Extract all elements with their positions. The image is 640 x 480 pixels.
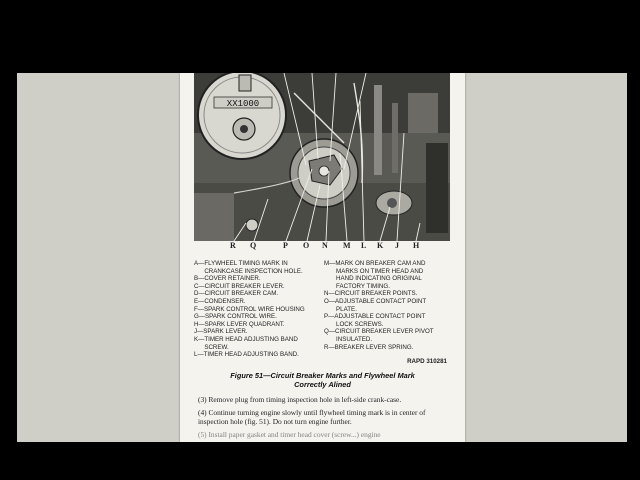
- caption-line-1: Figure 51—Circuit Breaker Marks and Flywheel Mark: [230, 371, 415, 380]
- legend-item-d: D—CIRCUIT BREAKER CAM.: [194, 290, 279, 298]
- paragraph-5: (5) Install paper gasket and timer head cover (screw...) engine: [198, 429, 381, 439]
- figure-ref-number: RAPD 310281: [407, 358, 447, 365]
- callout-o: O: [303, 241, 310, 250]
- legend-left-column: [194, 260, 326, 359]
- body-text: [198, 395, 450, 442]
- paragraph-4: (4) Continue turning engine slowly until flywheel timing mark is in center of inspection hole (fig. 51). Do not turn engine further.: [198, 407, 426, 427]
- callout-q: Q: [250, 241, 257, 250]
- callout-m: M: [343, 241, 351, 250]
- callout-n: N: [322, 241, 328, 250]
- callout-j: J: [395, 241, 399, 250]
- figure-photo: [194, 73, 450, 241]
- callout-r: R: [230, 241, 236, 250]
- document-page: [180, 73, 465, 442]
- legend-item-b: B—COVER RETAINER.: [194, 275, 261, 283]
- callout-h: H: [413, 241, 420, 250]
- legend-item-m: M—MARK ON BREAKER CAM AND MARKS ON TIMER HEAD AND HAND INDICATING ORIGINAL FACTORY TIMING.: [324, 260, 426, 290]
- legend-item-j: J—SPARK LEVER.: [194, 328, 248, 336]
- legend-item-h: H—SPARK LEVER QUADRANT.: [194, 320, 285, 328]
- figure-callout-letters: [194, 241, 450, 253]
- plate-label: XX1000: [226, 99, 260, 109]
- legend-item-o: O—ADJUSTABLE CONTACT POINT PLATE.: [324, 297, 427, 313]
- callout-p: P: [283, 241, 288, 250]
- legend-item-f: F—SPARK CONTROL WIRE HOUSING: [194, 305, 305, 313]
- legend-item-g: G—SPARK CONTROL WIRE.: [194, 313, 277, 321]
- legend-item-a: A—FLYWHEEL TIMING MARK IN CRANKCASE INSPECTION HOLE.: [194, 260, 303, 275]
- legend-item-n: N—CIRCUIT BREAKER POINTS.: [324, 290, 418, 298]
- legend-item-c: C—CIRCUIT BREAKER LEVER.: [194, 282, 285, 290]
- legend-item-l: L—TIMER HEAD ADJUSTING BAND.: [194, 351, 299, 359]
- legend-item-q: Q—CIRCUIT BREAKER LEVER PIVOT INSULATED.: [324, 328, 434, 343]
- legend-right-column: [324, 260, 458, 351]
- callout-k: K: [377, 241, 384, 250]
- callout-l: L: [361, 241, 367, 250]
- caption-line-2: Correctly Alined: [294, 380, 351, 389]
- legend-item-k: K—TIMER HEAD ADJUSTING BAND SCREW.: [194, 335, 298, 351]
- figure-caption: [200, 371, 445, 389]
- legend-item-r: R—BREAKER LEVER SPRING.: [324, 343, 414, 351]
- legend-item-e: E—CONDENSER.: [194, 297, 246, 305]
- paragraph-3: (3) Remove plug from timing inspection hole in left-side crank-case.: [198, 395, 402, 404]
- legend-item-p: P—ADJUSTABLE CONTACT POINT LOCK SCREWS.: [324, 313, 426, 328]
